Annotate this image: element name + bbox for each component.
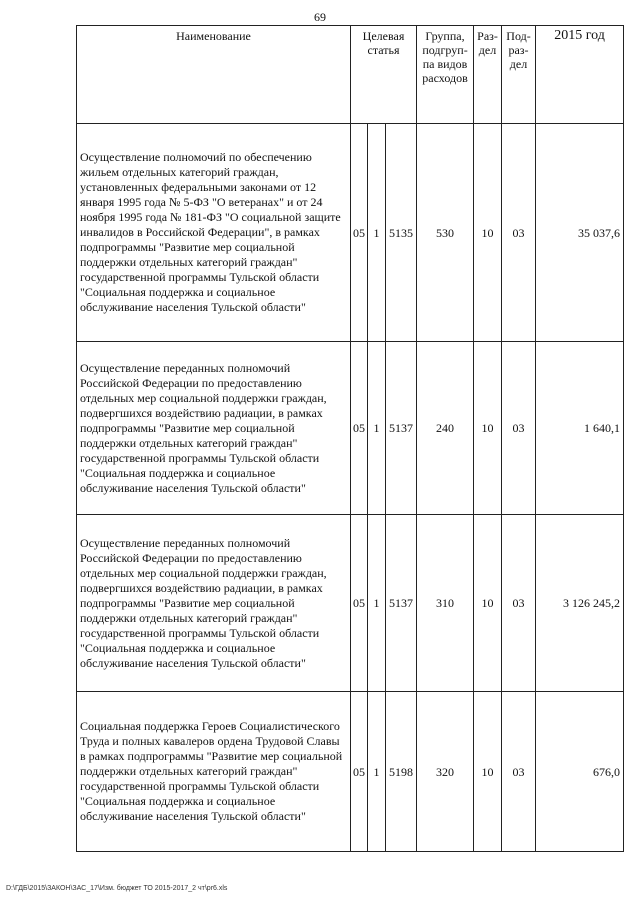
table-row <box>77 692 624 852</box>
row-name: Осуществление переданных полномочий Российской Федерации по предоставлению отдельных мер социальной поддержки граждан, подвергшихся воздействию радиации, в рамках подпрограммы "Развитие мер социальной поддержки отдельных категорий граждан" государственной программы Тульской области "Социальная поддержка и социальное обслуживание населения Тульской области" <box>77 342 351 515</box>
header-year: 2015 год <box>536 26 624 124</box>
target-article-subprogram: 1 <box>368 124 386 342</box>
subsection: 03 <box>502 342 536 515</box>
target-article-code: 5198 <box>386 692 417 852</box>
amount: 35 037,6 <box>536 124 624 342</box>
target-article-program: 05 <box>351 124 368 342</box>
subsection: 03 <box>502 124 536 342</box>
subsection: 03 <box>502 692 536 852</box>
header-target-article: Целевая статья <box>351 26 417 124</box>
expense-group: 530 <box>417 124 474 342</box>
header-expense-group: Группа, подгруп-па видов расходов <box>417 26 474 124</box>
section: 10 <box>474 124 502 342</box>
expense-group: 320 <box>417 692 474 852</box>
row-name: Осуществление переданных полномочий Российской Федерации по предоставлению отдельных мер социальной поддержки граждан, подвергшихся воздействию радиации, в рамках подпрограммы "Развитие мер социальной поддержки отдельных категорий граждан" государственной программы Тульской области "Социальная поддержка и социальное обслуживание населения Тульской области" <box>77 515 351 692</box>
amount: 676,0 <box>536 692 624 852</box>
table-row <box>77 342 624 515</box>
section: 10 <box>474 692 502 852</box>
table-row <box>77 515 624 692</box>
header-subsection: Под-раз-дел <box>502 26 536 124</box>
target-article-program: 05 <box>351 692 368 852</box>
target-article-program: 05 <box>351 342 368 515</box>
target-article-code: 5135 <box>386 124 417 342</box>
table-row <box>77 124 624 342</box>
target-article-code: 5137 <box>386 515 417 692</box>
target-article-subprogram: 1 <box>368 515 386 692</box>
target-article-subprogram: 1 <box>368 342 386 515</box>
section: 10 <box>474 342 502 515</box>
target-article-program: 05 <box>351 515 368 692</box>
budget-table <box>76 25 624 852</box>
amount: 1 640,1 <box>536 342 624 515</box>
header-section: Раз-дел <box>474 26 502 124</box>
file-path-footer: D:\ГДБ\2015\ЗАКОН\ЗАС_17\Изм. бюджет ТО 2015-2017_2 чт\pr6.xls <box>6 885 228 892</box>
page-number: 69 <box>314 10 326 24</box>
target-article-code: 5137 <box>386 342 417 515</box>
row-name: Осуществление полномочий по обеспечению жильем отдельных категорий граждан, установленных федеральными законами от 12 января 1995 года № 5-ФЗ "О ветеранах" и от 24 ноября 1995 года № 181-ФЗ "О социальной защите инвалидов в Российской Федерации", в рамках подпрограммы "Развитие мер социальной поддержки отдельных категорий граждан" государственной программы Тульской области "Социальная поддержка и социальное обслуживание населения Тульской области" <box>77 124 351 342</box>
target-article-subprogram: 1 <box>368 692 386 852</box>
header-name: Наименование <box>77 26 351 124</box>
expense-group: 240 <box>417 342 474 515</box>
section: 10 <box>474 515 502 692</box>
amount: 3 126 245,2 <box>536 515 624 692</box>
subsection: 03 <box>502 515 536 692</box>
expense-group: 310 <box>417 515 474 692</box>
row-name: Социальная поддержка Героев Социалистического Труда и полных кавалеров ордена Трудовой Славы в рамках подпрограммы "Развитие мер социальной поддержки отдельных категорий граждан" государственной программы Тульской области "Социальная поддержка и социальное обслуживание населения Тульской области" <box>77 692 351 852</box>
